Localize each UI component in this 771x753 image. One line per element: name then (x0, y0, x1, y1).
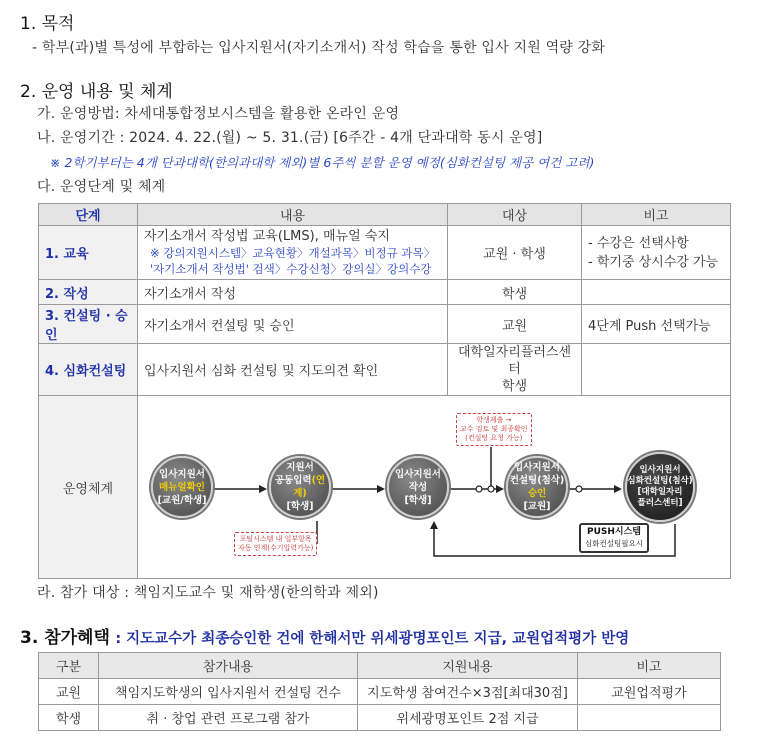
header-target: 대상 (448, 204, 582, 226)
writing-content: 자기소개서 작성 (138, 280, 448, 305)
section2-title: 2. 운영 내용 및 체계 (20, 82, 173, 102)
flow-diagram-cell (138, 396, 731, 579)
node1-line2: 매뉴얼확인 (159, 481, 205, 493)
table-row (39, 226, 731, 280)
participants-line: 라. 참가 대상 : 책임지도교수 및 재학생(한의학과 제외) (37, 585, 379, 601)
benefit-remark (578, 705, 721, 731)
section1-title: 1. 목적 (20, 14, 75, 34)
section3-highlight: : 지도교수가 최종승인한 건에 한해서만 위세광명포인트 지급, 교원업적평가 반영 (115, 631, 630, 647)
education-content-main: 자기소개서 작성법 교육(LMS), 매뉴얼 숙지 (144, 229, 390, 244)
node3-line2: 작성 (408, 481, 428, 493)
node2-line2-link: (연계) (293, 475, 326, 499)
education-target: 교원 · 학생 (448, 226, 582, 280)
education-remark (582, 226, 731, 280)
advanced-content: 입사지원서 심화 컨설팅 및 지도의견 확인 (138, 344, 448, 396)
purpose-line: - 학부(과)별 특성에 부합하는 입사지원서(자기소개서) 작성 학습을 통한 입사 지원 역량 강화 (32, 40, 606, 56)
consulting-remark: 4단계 Push 선택가능 (582, 305, 731, 344)
education-content (138, 226, 448, 280)
node5-line3: [대학일자리 (637, 487, 683, 497)
callout-submit-review (456, 413, 532, 446)
flow-node-consulting (506, 456, 568, 518)
push-subtitle: 심화컨설팅필요시 (585, 539, 643, 548)
flow-node-advanced (625, 452, 695, 522)
node2-line2 (271, 474, 329, 500)
push-system-box (579, 523, 649, 553)
callout-top-line1: 학생제출 → (476, 416, 512, 424)
consulting-target: 교원 (448, 305, 582, 344)
step-consulting: 3. 컨설팅 · 승인 (39, 305, 138, 344)
push-title: PUSH시스템 (586, 527, 641, 537)
callout-top-line2: 교수 검토 및 최종확인 (460, 425, 528, 433)
node4-line1: 입사지원서 (514, 462, 560, 473)
operation-period: 나. 운영기간 : 2024. 4. 22.(월) ~ 5. 31.(금) [6주간 - 4개 단과대학 동시 운영] (37, 130, 543, 146)
advanced-target-1: 대학일자리플러스센터 (457, 345, 572, 377)
flow-node-joint-input (269, 456, 331, 518)
benefit-remark: 교원업적평가 (578, 679, 721, 705)
node2-line2-text: 공동입력 (274, 475, 312, 486)
header-step: 단계 (39, 204, 138, 226)
node2-line1: 지원서 (286, 462, 314, 473)
section3-heading (20, 623, 629, 648)
benefit-support: 지도학생 참여건수×3점[최대30점] (358, 679, 578, 705)
node2-line3: [학생] (286, 501, 314, 512)
node3-line3: [학생] (404, 494, 432, 506)
table-row (39, 396, 731, 579)
benefit-type: 학생 (39, 705, 99, 731)
education-remark-1: - 수강은 선택사항 (588, 235, 689, 251)
operation-method: 가. 운영방법: 차세대통합정보시스템을 활용한 온라인 운영 (37, 106, 400, 122)
consulting-content: 자기소개서 컨설팅 및 승인 (138, 305, 448, 344)
table-row (39, 705, 721, 731)
section3-title: 3. 참가혜택 (20, 628, 110, 648)
node5-line2: 심화컨설팅(첨삭) (627, 476, 693, 486)
education-content-sub2: '자기소개서 작성법' 검색〉수강신청〉강의실〉강의수강 (150, 262, 432, 276)
benefits-header-remark: 비고 (578, 653, 721, 679)
education-remark-2: - 학기중 상시수강 가능 (588, 254, 719, 270)
node4-line2-approve: 승인 (527, 488, 547, 499)
writing-target: 학생 (448, 280, 582, 305)
table-row (39, 679, 721, 705)
table-row (39, 280, 731, 305)
node4-line2-text: 컨설팅(첨삭) (509, 475, 565, 486)
table-row (39, 344, 731, 396)
benefit-content: 취 · 창업 관련 프로그램 참가 (99, 705, 358, 731)
node1-line1: 입사지원서 (159, 468, 205, 480)
step-advanced: 4. 심화컨설팅 (39, 344, 138, 396)
node5-line1: 입사지원서 (639, 465, 681, 475)
benefits-table (38, 652, 721, 731)
benefits-header-support: 지원내용 (358, 653, 578, 679)
node1-line3: [교원/학생] (157, 494, 207, 506)
benefit-type: 교원 (39, 679, 99, 705)
operation-steps-table (38, 203, 731, 579)
advanced-remark (582, 344, 731, 396)
advanced-target (448, 344, 582, 396)
writing-remark (582, 280, 731, 305)
flow-node-write (387, 456, 449, 518)
callout-bottom-line2: 자동 연계(수기입력가능) (238, 544, 314, 552)
node5-line4: 플러스센터] (637, 498, 683, 508)
flow-diagram (138, 396, 728, 578)
benefits-header-row (39, 653, 721, 679)
node4-line3: [교원] (523, 501, 551, 512)
step-education: 1. 교육 (39, 226, 138, 280)
table-header-row (39, 204, 731, 226)
flow-label: 운영체계 (39, 396, 138, 579)
benefit-content: 책임지도학생의 입사지원서 컨설팅 건수 (99, 679, 358, 705)
semester-note: ※ 2학기부터는 4개 단과대학(한의과대학 제외)별 6주씩 분할 운영 예정(심화컨설팅 제공 여건 고려) (50, 155, 595, 170)
table-row (39, 305, 731, 344)
benefits-header-type: 구분 (39, 653, 99, 679)
node3-line1: 입사지원서 (395, 468, 441, 480)
flow-node-manual (151, 456, 213, 518)
advanced-target-2: 학생 (501, 379, 528, 394)
step-writing: 2. 작성 (39, 280, 138, 305)
header-content: 내용 (138, 204, 448, 226)
node4-line2 (508, 474, 566, 500)
callout-auto-link (234, 532, 317, 556)
benefit-support: 위세광명포인트 2점 지급 (358, 705, 578, 731)
education-content-sub1: ※ 강의지원시스템〉교육현황〉개설과목〉비정규 과목〉 (150, 246, 436, 260)
header-remark: 비고 (582, 204, 731, 226)
benefits-header-content: 참가내용 (99, 653, 358, 679)
steps-title: 다. 운영단계 및 체계 (37, 179, 166, 195)
callout-bottom-line1: 포털시스템 내 일부항목 (239, 535, 312, 543)
callout-top-line3: (컨설팅 요청 가능) (465, 434, 523, 442)
